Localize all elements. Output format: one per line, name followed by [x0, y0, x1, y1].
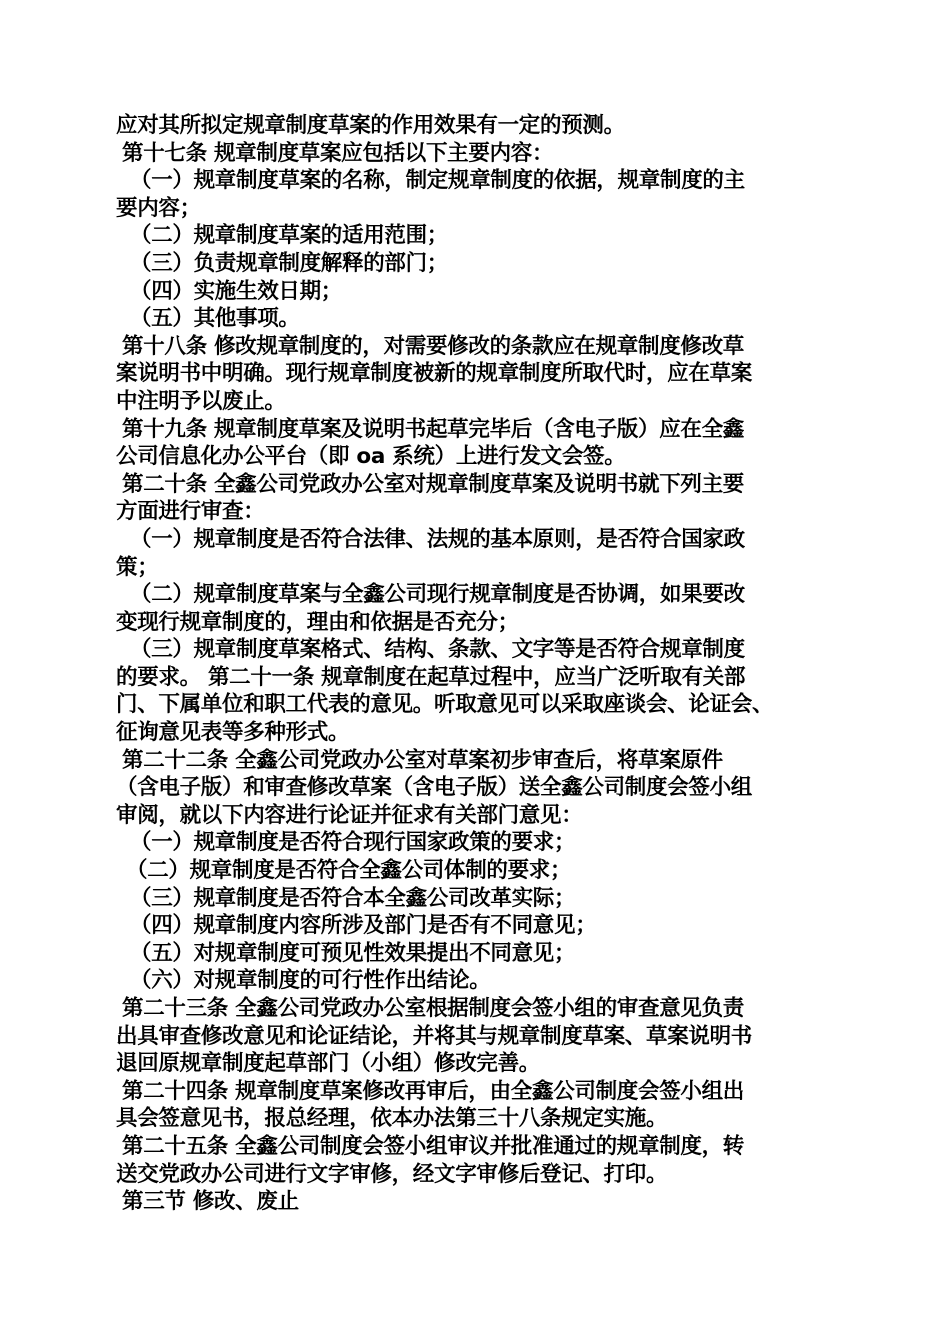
text-line: （含电子版）和审查修改草案（含电子版）送全鑫公司制度会签小组 [116, 775, 753, 801]
text-line: 第二十条 全鑫公司党政办公室对规章制度草案及说明书就下列主要 [122, 471, 744, 497]
text-line: 第三节 修改、废止 [122, 1189, 299, 1215]
text-line: 变现行规章制度的，理由和依据是否充分； [116, 609, 519, 635]
text-line: 第二十三条 全鑫公司党政办公室根据制度会签小组的审查意见负责 [122, 996, 744, 1021]
text-line: 出具审查修改意见和论证结论，并将其与规章制度草案、草案说明书 [116, 1023, 753, 1049]
text-line: （四）规章制度内容所涉及部门是否有不同意见； [130, 913, 597, 939]
text-line: （六）对规章制度的可行性作出结论。 [130, 968, 491, 994]
text-line: 第十九条 规章制度草案及说明书起草完毕后（含电子版）应在全鑫 [122, 416, 744, 442]
text-line: 中注明予以废止。 [116, 388, 286, 414]
text-line: （二）规章制度草案的适用范围； [130, 223, 449, 249]
text-line: 的要求。 第二十一条 规章制度在起草过程中，应当广泛听取有关部 [116, 664, 746, 690]
text-line: 退回原规章制度起草部门（小组）修改完善。 [116, 1051, 541, 1077]
text-line: （一）规章制度草案的名称，制定规章制度的依据，规章制度的主 [130, 168, 745, 194]
text-line: 门、下属单位和职工代表的意见。听取意见可以采取座谈会、论证会、 [116, 692, 774, 718]
text-line: （三）规章制度是否符合本全鑫公司改革实际； [130, 885, 576, 911]
text-line: （一）规章制度是否符合法律、法规的基本原则，是否符合国家政 [130, 526, 745, 552]
text-line: （四）实施生效日期； [130, 278, 343, 304]
text-line: 策； [116, 554, 159, 580]
text-line: （五）其他事项。 [130, 306, 300, 332]
text-line: 要内容； [116, 195, 201, 221]
text-line: （三）规章制度草案格式、结构、条款、文字等是否符合规章制度 [130, 637, 745, 663]
text-line: （三）负责规章制度解释的部门； [130, 250, 449, 276]
text-line: 公司信息化办公平台（即 oa 系统）上进行发文会签。 [116, 444, 626, 470]
text-line: （二）规章制度是否符合全鑫公司体制的要求； [126, 858, 572, 884]
text-line: 第二十五条 全鑫公司制度会签小组审议并批准通过的规章制度，转 [122, 1133, 744, 1159]
text-line: （一）规章制度是否符合现行国家政策的要求； [130, 830, 576, 856]
text-line: 应对其所拟定规章制度草案的作用效果有一定的预测。 [116, 113, 625, 138]
text-line: （二）规章制度草案与全鑫公司现行规章制度是否协调，如果要改 [130, 582, 745, 608]
text-line: 审阅，就以下内容进行论证并征求有关部门意见： [116, 802, 583, 828]
document-body [116, 112, 844, 1216]
text-line: 方面进行审查： [116, 499, 265, 525]
text-line: 具会签意见书，报总经理，依本办法第三十八条规定实施。 [116, 1106, 668, 1132]
text-line: 案说明书中明确。现行规章制度被新的规章制度所取代时，应在草案 [116, 361, 753, 387]
text-line: 征询意见表等多种形式。 [116, 720, 350, 746]
text-line: 送交党政办公司进行文字审修，经文字审修后登记、打印。 [116, 1161, 668, 1187]
text-line: 第二十四条 规章制度草案修改再审后，由全鑫公司制度会签小组出 [122, 1078, 744, 1104]
text-line: 第十八条 修改规章制度的，对需要修改的条款应在规章制度修改草 [122, 333, 744, 359]
text-line: （五）对规章制度可预见性效果提出不同意见； [130, 940, 576, 966]
text-line: 第十七条 规章制度草案应包括以下主要内容： [122, 140, 554, 166]
text-line: 第二十二条 全鑫公司党政办公室对草案初步审查后，将草案原件 [122, 747, 723, 773]
